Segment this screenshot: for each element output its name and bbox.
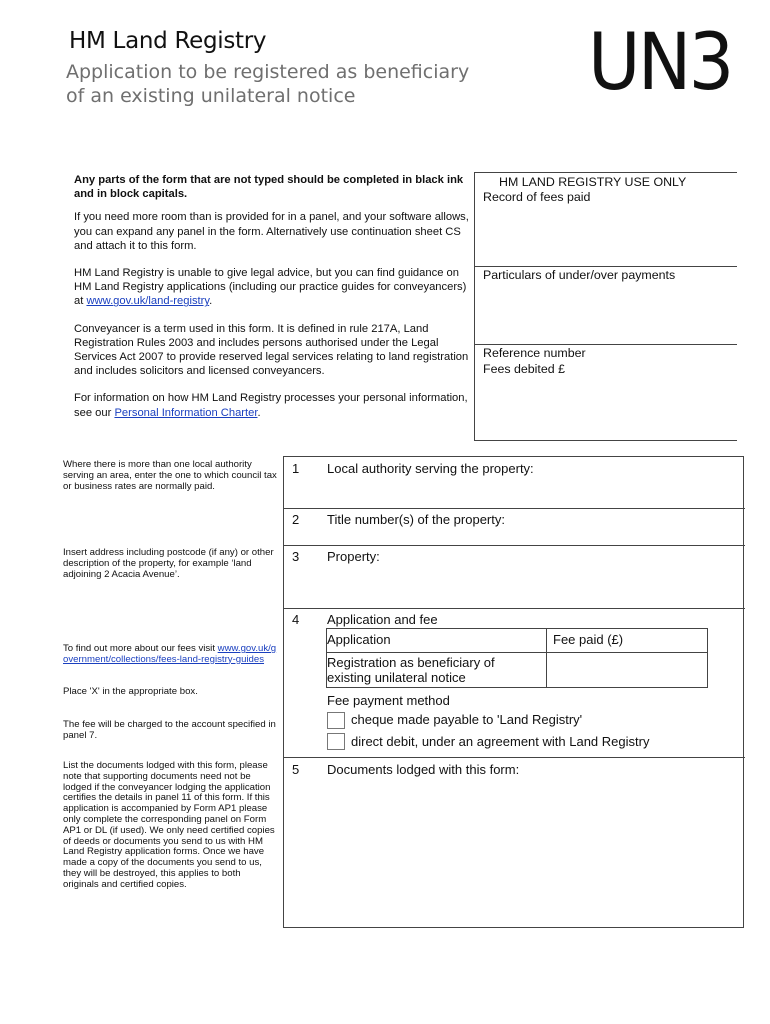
- payments-label: Particulars of under/over payments: [483, 268, 676, 282]
- cheque-checkbox[interactable]: [327, 712, 345, 729]
- intro-legal-advice-note: [74, 266, 470, 309]
- form-panels: [283, 456, 744, 928]
- cheque-option-label: cheque made payable to 'Land Registry': [351, 712, 583, 727]
- panel-5-title: Documents lodged with this form:: [327, 762, 520, 777]
- panel-1-title: Local authority serving the property:: [327, 461, 534, 476]
- intro-personal-info-note: [74, 391, 470, 419]
- panel-5-number: 5: [292, 762, 300, 777]
- form-code: UN3: [588, 18, 732, 108]
- land-registry-link[interactable]: www.gov.uk/land-registry: [86, 295, 210, 308]
- direct-debit-checkbox[interactable]: [327, 733, 345, 750]
- fee-table-row-application-line-2: existing unilateral notice: [327, 670, 466, 685]
- panel-3-title: Property:: [327, 549, 380, 564]
- record-of-fees-label: Record of fees paid: [483, 190, 591, 204]
- intro-notes: [74, 173, 470, 433]
- organisation-name: HM Land Registry: [69, 28, 267, 54]
- fee-paid-input[interactable]: [547, 653, 707, 687]
- panel-3-number: 3: [292, 549, 300, 564]
- hint-panel-5: List the documents lodged with this form, please note that supporting documents need not be lodged if the conveyancer lodging the application certifies the details in panel 11 of this form. If this application is accompanied by Form AP1 please only complete the corresponding panel on Form AP1 or DL (if used). We only need certified copies of deeds or documents you send to us with HM Land Registry application forms. Once we have made a copy of the documents you send to us, they will be destroyed, this applies to both originals and certified copies.: [63, 760, 275, 890]
- personal-information-charter-link[interactable]: Personal Information Charter: [114, 406, 258, 419]
- office-use-heading: HM LAND REGISTRY USE ONLY: [499, 175, 687, 189]
- hint-panel-4-fees: [63, 644, 278, 666]
- panel-4-title: Application and fee: [327, 612, 438, 627]
- hint-place-x: Place 'X' in the appropriate box.: [63, 686, 198, 697]
- intro-legal-advice-text: HM Land Registry is unable to give legal advice, but you can find guidance on HM Land Registry applications (including our practice guides for conveyancers) at: [74, 267, 467, 308]
- intro-personal-info-end: .: [257, 406, 261, 419]
- hint-panel-1: Where there is more than one local authority serving an area, enter the one to which council tax or business rates are normally paid.: [63, 459, 277, 492]
- fee-table-row-application: [327, 655, 545, 685]
- intro-personal-info-text: For information on how HM Land Registry processes your personal information, see our: [74, 392, 468, 419]
- office-use-box: [474, 172, 737, 441]
- panel-2-number: 2: [292, 512, 300, 527]
- form-title: [66, 60, 536, 108]
- panel-divider: [284, 757, 745, 758]
- panel-1-number: 1: [292, 461, 300, 476]
- panel-divider: [284, 545, 745, 546]
- reference-number-label: Reference number: [483, 346, 586, 360]
- hint-fees-text: To find out more about our fees visit: [63, 643, 218, 654]
- fee-table-header-application-text: Application: [327, 632, 391, 647]
- panel-4-number: 4: [292, 612, 300, 627]
- fee-table: [326, 628, 708, 688]
- fee-table-header-application: [327, 632, 545, 647]
- fees-guides-link[interactable]: www.gov.uk/government/collections/fees-land-registry-guides: [63, 643, 277, 665]
- panel-divider: [284, 508, 745, 509]
- form-title-line-2: of an existing unilateral notice: [66, 85, 356, 107]
- intro-continuation-note: If you need more room than is provided for in a panel, and your software allows, you can expand any panel in the form. Alternatively use continuation sheet CS and attach it to this form.: [74, 211, 469, 252]
- panel-divider: [284, 608, 745, 609]
- hint-fee-account: The fee will be charged to the account specified in panel 7.: [63, 719, 276, 741]
- direct-debit-option-label: direct debit, under an agreement with Land Registry: [351, 734, 650, 749]
- panel-2-title: Title number(s) of the property:: [327, 512, 505, 527]
- fee-payment-method-label: Fee payment method: [327, 693, 450, 708]
- fee-table-row-application-line-1: Registration as beneficiary of: [327, 655, 495, 670]
- hint-panel-3: Insert address including postcode (if any) or other description of the property, for example ‘land adjoining 2 Acacia Avenue’.: [63, 547, 274, 580]
- intro-legal-advice-end: .: [209, 295, 213, 308]
- form-title-line-1: Application to be registered as beneficiary: [66, 61, 470, 83]
- fees-debited-label: Fees debited £: [483, 362, 565, 376]
- intro-conveyancer-note: Conveyancer is a term used in this form. It is defined in rule 217A, Land Registration Rules 2003 and includes persons authorised under the Legal Services Act 2007 to provide reserved legal services relating to land registration and includes solicitors and licensed conveyancers.: [74, 322, 469, 378]
- intro-block-capitals-note: Any parts of the form that are not typed should be completed in black ink and in block capitals.: [74, 174, 464, 201]
- fee-table-header-fee: Fee paid (£): [553, 632, 624, 647]
